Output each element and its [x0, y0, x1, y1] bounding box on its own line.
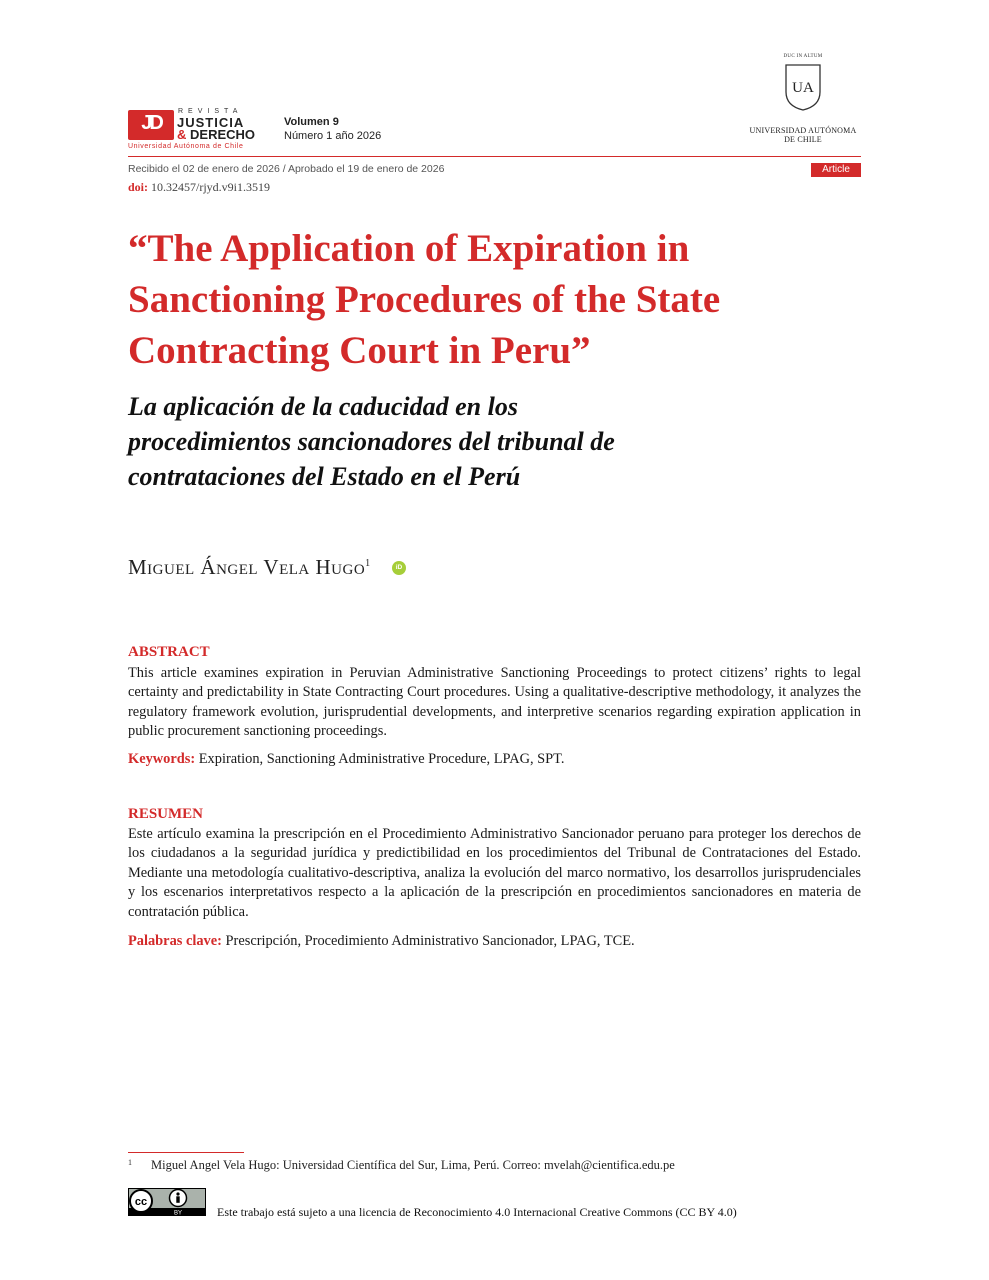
abstract-keywords: [128, 750, 565, 769]
university-crest-icon: [783, 62, 823, 112]
title-spanish: [128, 389, 868, 494]
header-rule: [128, 156, 861, 157]
title-spanish-line: La aplicación de la caducidad en los: [128, 392, 518, 421]
journal-logo-glyph: JD: [141, 112, 161, 134]
title-english: [128, 223, 868, 376]
title-english-line: Sanctioning Procedures of the State: [128, 278, 721, 321]
journal-logo-derecho-text: DERECHO: [190, 127, 256, 142]
university-name: [738, 126, 868, 144]
author-name: [128, 555, 371, 580]
footnote-text: Miguel Angel Vela Hugo: Universidad Científica del Sur, Lima, Perú. Correo: mvelah@cientifica.edu.pe: [151, 1158, 675, 1172]
title-spanish-line: contrataciones del Estado en el Perú: [128, 462, 521, 491]
abstract-body: This article examines expiration in Peruvian Administrative Sanctioning Proceedings to protect citizens’ rights to legal certainty and predictability in State Contracting Court procedures. Using a qualitative-descriptive methodology, it analyzes the regulatory framework evolution, jurisprudential developments, and interpretive scenarios regarding expiration application in public procurement sanctioning proceedings.: [128, 665, 861, 740]
keywords-text: Expiration, Sanctioning Administrative Procedure, LPAG, SPT.: [198, 751, 565, 767]
cc-by-license-icon[interactable]: [128, 1188, 206, 1216]
journal-logo-derecho: [177, 127, 255, 142]
title-english-line: Contracting Court in Peru”: [128, 329, 591, 372]
keywords-label: Keywords:: [128, 751, 196, 767]
university-crest-initials: UA: [792, 80, 814, 96]
author-footnote-mark[interactable]: 1: [365, 558, 371, 569]
issue-label: Número 1 año 2026: [284, 130, 382, 142]
cc-label: cc: [134, 1196, 148, 1208]
volume-label: Volumen 9: [284, 116, 339, 128]
author-name-text: Miguel Ángel Vela Hugo: [128, 555, 366, 579]
orcid-icon[interactable]: iD: [392, 561, 406, 575]
resumen-heading: RESUMEN: [128, 806, 204, 822]
palabras-clave-label: Palabras clave:: [128, 933, 222, 949]
journal-logo-revista: REVISTA: [178, 108, 243, 115]
abstract-heading: ABSTRACT: [128, 644, 210, 660]
journal-logo-justicia: JUSTICIA: [177, 115, 245, 130]
by-label: BY: [173, 1210, 183, 1216]
doi-value[interactable]: 10.32457/rjyd.v9i1.3519: [151, 180, 271, 194]
title-spanish-line: procedimientos sancionadores del tribunal de: [128, 427, 615, 456]
university-name-line1: UNIVERSIDAD AUTÓNOMA: [749, 126, 857, 135]
university-name-line2: DE CHILE: [784, 135, 822, 144]
journal-logo-mark: [128, 110, 174, 140]
journal-logo-university: Universidad Autónoma de Chile: [128, 143, 244, 150]
palabras-clave-text: Prescripción, Procedimiento Administrativo Sancionador, LPAG, TCE.: [225, 933, 635, 949]
doi: [128, 180, 270, 195]
resumen-keywords: [128, 932, 635, 951]
footnote-number: 1: [128, 1158, 132, 1167]
resumen-body: Este artículo examina la prescripción en el Procedimiento Administrativo Sancionador peruano para proteger los derechos de los ciudadanos a la seguridad jurídica y predictibilidad en los procedimientos del Tribunal de Contrataciones del Estado. Mediante una metodología cualitativo-descriptiva, analiza la evolución del marco normativo, los desarrollos jurisprudenciales y los escenarios interpretativos respecto a la aplicación de la prescripción en procedimientos sancionadores en materia de contratación pública.: [128, 826, 861, 920]
doi-label: doi:: [128, 180, 149, 194]
license-text: Este trabajo está sujeto a una licencia de Reconocimiento 4.0 Internacional Creative Commons (CC BY 4.0): [217, 1205, 737, 1219]
received-approved-dates: Recibido el 02 de enero de 2026 / Aprobado el 19 de enero de 2026: [128, 163, 445, 175]
footnote-rule: [128, 1152, 244, 1153]
article-type-badge: Article: [811, 163, 861, 177]
university-motto: DUC IN ALTUM: [783, 54, 823, 59]
journal-logo-ampersand: &: [177, 127, 187, 142]
title-english-line: “The Application of Expiration in: [128, 227, 690, 270]
